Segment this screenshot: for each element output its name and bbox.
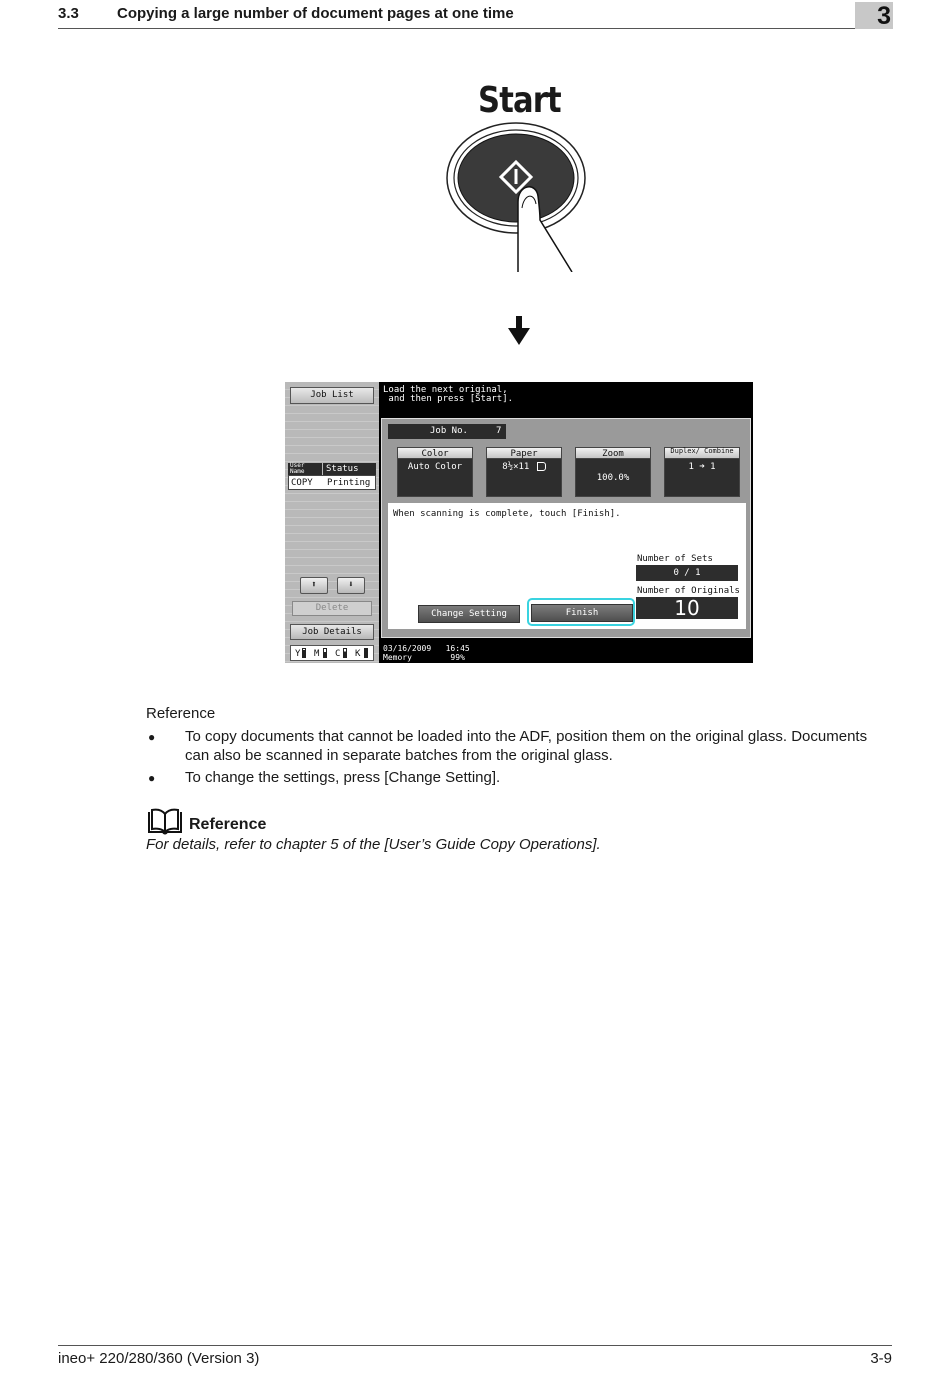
toner-label-k: K xyxy=(355,649,361,659)
control-panel-screen xyxy=(285,382,753,663)
job-user-name: COPY xyxy=(291,478,313,488)
scan-complete-message: When scanning is complete, touch [Finish]. xyxy=(393,509,621,519)
change-setting-button[interactable]: Change Setting xyxy=(418,605,520,623)
job-status: Printing xyxy=(327,478,371,488)
job-table-header xyxy=(288,463,376,475)
paper-tile-title: Paper xyxy=(486,447,562,459)
chapter-tab xyxy=(855,2,893,29)
toner-label-m: M xyxy=(314,649,320,659)
paper-setting-tile[interactable] xyxy=(486,447,562,499)
job-table-row[interactable] xyxy=(288,475,376,490)
delete-button[interactable]: Delete xyxy=(292,601,372,616)
main-screen xyxy=(379,382,753,663)
paper-tile-body xyxy=(486,459,562,497)
bullet-dot-icon: ● xyxy=(148,730,156,744)
status-bar: 03/16/2009 16:45 Memory 99% xyxy=(383,644,470,662)
toner-label-c: C xyxy=(335,649,341,659)
section-number: 3.3 xyxy=(58,5,79,22)
job-number xyxy=(388,424,506,439)
reference-box-heading: Reference xyxy=(189,816,267,833)
scroll-down-button[interactable]: ⬇ xyxy=(337,577,365,594)
zoom-tile-title: Zoom xyxy=(575,447,651,459)
header-rule xyxy=(58,28,892,29)
toner-bar-y xyxy=(302,648,306,658)
duplex-tile-value: 1 ➜ 1 xyxy=(664,459,740,497)
scroll-up-button[interactable]: ⬆ xyxy=(300,577,328,594)
bullet-item: To copy documents that cannot be loaded into the ADF, position them on the original glass. Documents can also be scanned in separate batches from the original glass. xyxy=(185,728,868,764)
settings-area xyxy=(381,418,751,638)
footer-page-number: 3-9 xyxy=(870,1350,892,1367)
start-key-illustration xyxy=(440,122,600,280)
number-of-sets-label: Number of Sets xyxy=(637,554,713,564)
job-number-label: Job No. xyxy=(430,426,468,436)
toner-bar-m xyxy=(323,648,327,658)
number-of-originals-value: 10 xyxy=(636,597,738,619)
instruction-message: Load the next original, and then press [Start]. xyxy=(383,385,514,404)
zoom-setting-tile[interactable] xyxy=(575,447,651,499)
job-list-button[interactable]: Job List xyxy=(290,387,374,404)
toner-bar-c xyxy=(343,648,347,658)
chapter-number: 3 xyxy=(877,2,891,30)
scan-status-content xyxy=(388,503,746,629)
number-of-sets-value: 0 / 1 xyxy=(636,565,738,581)
paper-size-value: 8½×11 xyxy=(502,462,530,472)
section-title: Copying a large number of document pages at one time xyxy=(117,5,514,22)
color-tile-title: Color xyxy=(397,447,473,459)
footer-rule xyxy=(58,1345,892,1346)
start-label: Start xyxy=(478,80,561,121)
reference-box-text: For details, refer to chapter 5 of the [User’s Guide Copy Operations]. xyxy=(146,836,601,853)
zoom-tile-value: 100.0% xyxy=(575,459,651,497)
duplex-setting-tile[interactable] xyxy=(664,447,740,499)
column-divider xyxy=(322,463,323,475)
reference-heading: Reference xyxy=(146,705,216,722)
toner-label-y: Y xyxy=(295,649,301,659)
toner-levels xyxy=(290,645,374,661)
user-name-column: User Name xyxy=(290,462,305,475)
color-tile-value: Auto Color xyxy=(397,459,473,497)
status-column: Status xyxy=(326,464,359,474)
job-sidebar xyxy=(285,382,379,663)
bullet-item: To change the settings, press [Change Setting]. xyxy=(185,769,501,786)
job-number-value: 7 xyxy=(496,426,502,436)
finish-button[interactable]: Finish xyxy=(531,604,633,622)
duplex-tile-title: Duplex/ Combine xyxy=(664,447,740,459)
job-details-button[interactable]: Job Details xyxy=(290,624,374,640)
bullet-dot-icon: ● xyxy=(148,771,156,785)
number-of-originals-label: Number of Originals xyxy=(637,586,740,596)
toner-bar-k xyxy=(364,648,368,658)
footer-product: ineo+ 220/280/360 (Version 3) xyxy=(58,1350,260,1367)
down-arrow-icon xyxy=(506,316,532,346)
book-icon xyxy=(147,808,183,836)
paper-orientation-icon xyxy=(537,462,546,471)
color-setting-tile[interactable] xyxy=(397,447,473,499)
